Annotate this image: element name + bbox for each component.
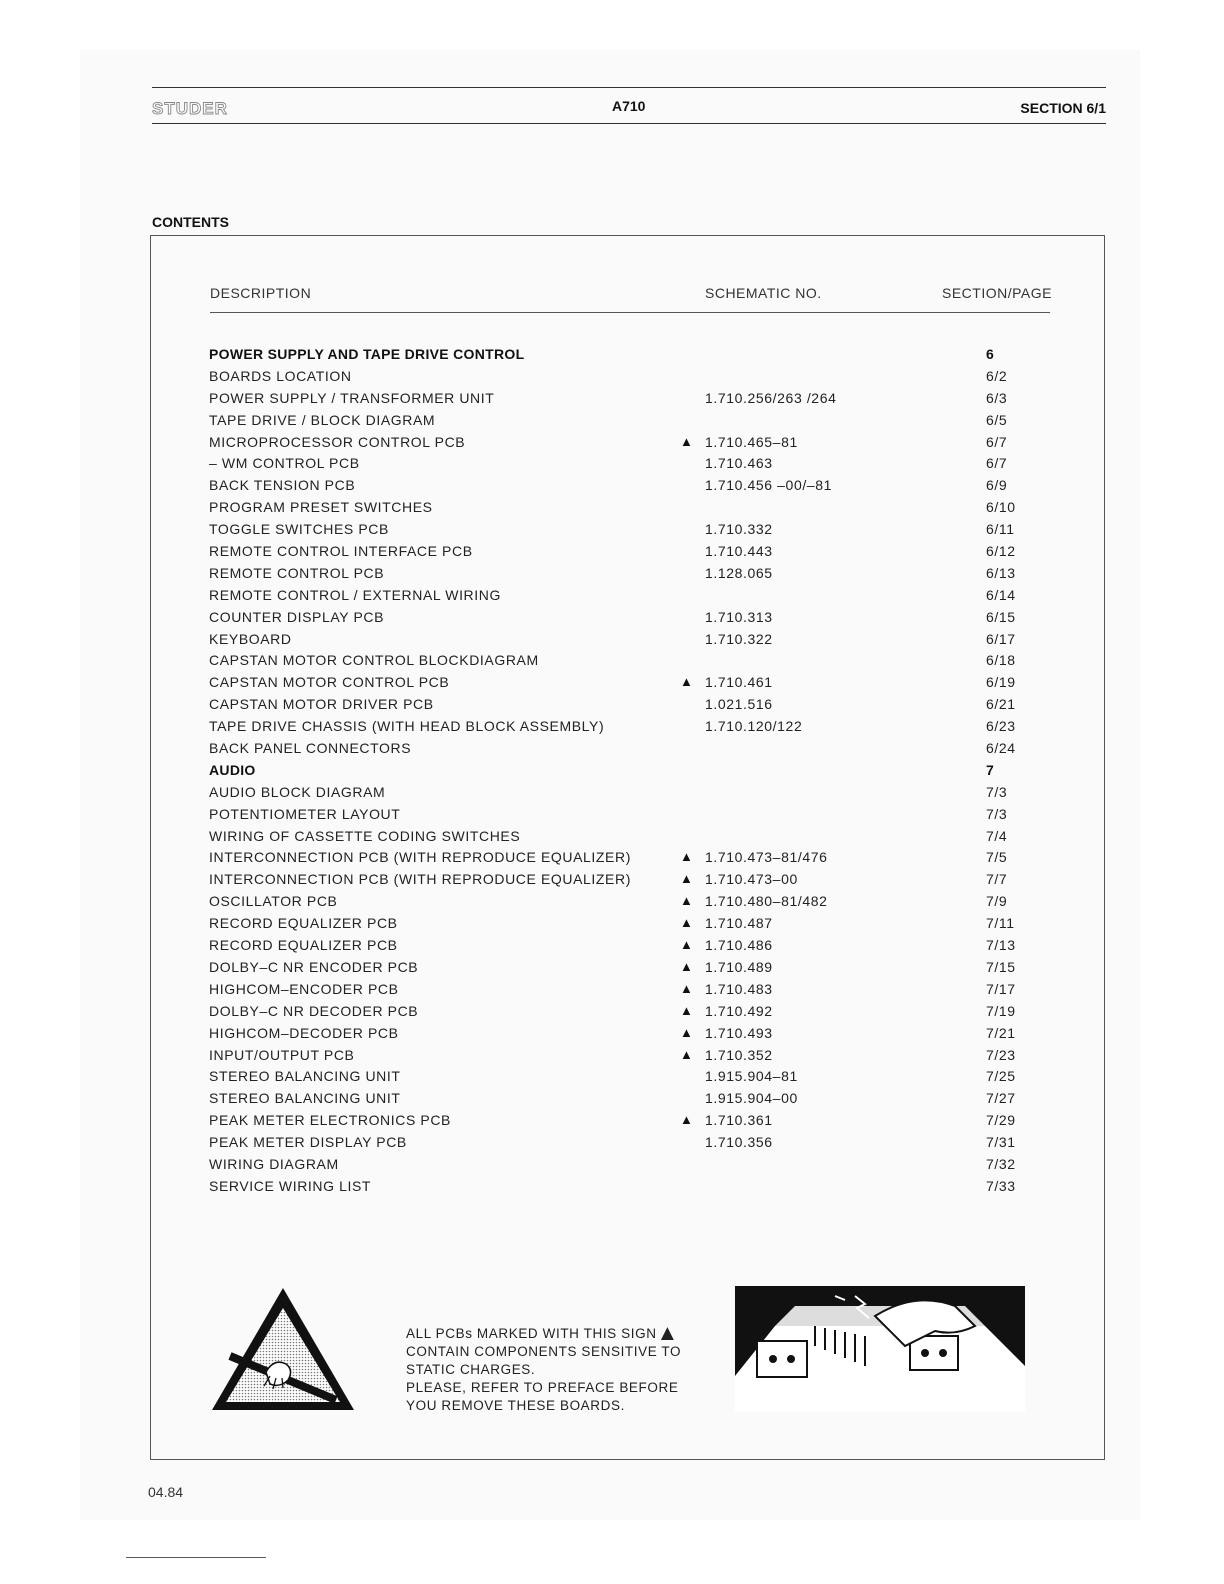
row-section-page: 7/33 <box>986 1177 1016 1194</box>
row-description: DOLBY–C NR ENCODER PCB <box>209 958 419 975</box>
row-schematic-no: 1.710.120/122 <box>705 718 803 735</box>
row-section-page: 7/5 <box>986 849 1008 866</box>
row-schematic-no: 1.710.486 <box>705 937 773 954</box>
table-row <box>0 892 1224 914</box>
footer-date: 04.84 <box>148 1484 184 1500</box>
row-section-page: 7/17 <box>986 980 1016 997</box>
row-section-page: 7/27 <box>986 1090 1016 1107</box>
column-header-rule <box>210 312 1050 313</box>
header-section: SECTION 6/1 <box>1020 100 1106 116</box>
row-description: INTERCONNECTION PCB (WITH REPRODUCE EQUALIZER) <box>209 849 631 866</box>
table-row <box>0 586 1224 608</box>
studer-logo <box>152 98 242 118</box>
row-description: HIGHCOM–ENCODER PCB <box>209 980 399 997</box>
row-description: CAPSTAN MOTOR DRIVER PCB <box>209 696 434 713</box>
table-row <box>0 673 1224 695</box>
row-section-page: 7/31 <box>986 1134 1016 1151</box>
row-schematic-no: 1.710.465–81 <box>705 433 798 450</box>
row-schematic-no: 1.710.322 <box>705 630 773 647</box>
row-description: AUDIO <box>209 761 256 778</box>
static-sensitive-icon: ▲ <box>680 1024 694 1040</box>
table-row <box>0 1089 1224 1111</box>
table-row <box>0 1155 1224 1177</box>
table-row <box>0 1177 1224 1199</box>
row-description: STEREO BALANCING UNIT <box>209 1090 401 1107</box>
row-section-page: 7/25 <box>986 1068 1016 1085</box>
row-description: COUNTER DISPLAY PCB <box>209 608 385 625</box>
row-description: POTENTIOMETER LAYOUT <box>209 805 401 822</box>
row-description: PROGRAM PRESET SWITCHES <box>209 499 433 516</box>
row-section-page: 7/9 <box>986 893 1008 910</box>
header-bottom-rule <box>152 123 1106 124</box>
row-section-page: 6/18 <box>986 652 1016 669</box>
row-schematic-no: 1.915.904–81 <box>705 1068 798 1085</box>
column-schematic: SCHEMATIC NO. <box>705 285 822 301</box>
row-description: PEAK METER DISPLAY PCB <box>209 1134 407 1151</box>
bottom-link-bar <box>126 1557 266 1558</box>
notice-line-2: CONTAIN COMPONENTS SENSITIVE TO <box>406 1344 682 1359</box>
row-section-page: 6/2 <box>986 367 1008 384</box>
table-row <box>0 1111 1224 1133</box>
row-schematic-no: 1.710.473–00 <box>705 871 798 888</box>
row-section-page: 6/5 <box>986 411 1008 428</box>
row-description: TAPE DRIVE / BLOCK DIAGRAM <box>209 411 436 428</box>
row-section-page: 7/11 <box>986 915 1015 932</box>
static-sensitive-icon: ▲ <box>680 915 694 931</box>
row-description: PEAK METER ELECTRONICS PCB <box>209 1112 451 1129</box>
row-schematic-no: 1.710.487 <box>705 915 773 932</box>
row-schematic-no: 1.710.332 <box>705 521 773 538</box>
row-section-page: 7 <box>986 761 995 778</box>
row-section-page: 6/14 <box>986 586 1016 603</box>
row-description: SERVICE WIRING LIST <box>209 1177 372 1194</box>
row-section-page: 6/21 <box>986 696 1016 713</box>
row-description: RECORD EQUALIZER PCB <box>209 915 398 932</box>
row-section-page: 7/7 <box>986 871 1008 888</box>
row-description: INTERCONNECTION PCB (WITH REPRODUCE EQUALIZER) <box>209 871 631 888</box>
row-description: BOARDS LOCATION <box>209 367 352 384</box>
row-description: WIRING DIAGRAM <box>209 1155 339 1172</box>
table-row <box>0 411 1224 433</box>
row-description: CAPSTAN MOTOR CONTROL PCB <box>209 674 450 691</box>
row-schematic-no: 1.710.483 <box>705 980 773 997</box>
row-schematic-no: 1.021.516 <box>705 696 773 713</box>
static-warning-triangle-icon <box>208 1284 358 1414</box>
row-section-page: 6/13 <box>986 564 1016 581</box>
table-row <box>0 827 1224 849</box>
row-section-page: 6/23 <box>986 718 1016 735</box>
static-sensitive-icon: ▲ <box>680 674 694 690</box>
row-section-page: 6/7 <box>986 455 1008 472</box>
table-row <box>0 761 1224 783</box>
static-sensitive-icon: ▲ <box>680 849 694 865</box>
static-sensitive-icon: ▲ <box>680 871 694 887</box>
row-schematic-no: 1.710.461 <box>705 674 773 691</box>
table-row <box>0 630 1224 652</box>
row-section-page: 7/19 <box>986 1002 1016 1019</box>
table-row <box>0 870 1224 892</box>
header-model: A710 <box>612 98 646 114</box>
row-description: MICROPROCESSOR CONTROL PCB <box>209 433 466 450</box>
notice-line-5: YOU REMOVE THESE BOARDS. <box>406 1398 625 1413</box>
static-sensitive-icon: ▲ <box>680 1112 694 1128</box>
static-sensitive-icon: ▲ <box>680 1046 694 1062</box>
table-row <box>0 980 1224 1002</box>
column-description: DESCRIPTION <box>210 285 312 301</box>
row-section-page: 7/29 <box>986 1112 1016 1129</box>
row-section-page: 7/13 <box>986 937 1016 954</box>
table-row <box>0 1024 1224 1046</box>
row-section-page: 6/19 <box>986 674 1016 691</box>
row-section-page: 7/4 <box>986 827 1008 844</box>
row-description: KEYBOARD <box>209 630 292 647</box>
row-schematic-no: 1.710.313 <box>705 608 773 625</box>
static-sensitive-icon: ▲ <box>680 433 694 449</box>
row-description: DOLBY–C NR DECODER PCB <box>209 1002 419 1019</box>
contents-table <box>0 345 1224 1199</box>
row-description: RECORD EQUALIZER PCB <box>209 937 398 954</box>
table-row <box>0 848 1224 870</box>
row-description: REMOTE CONTROL INTERFACE PCB <box>209 543 473 560</box>
row-section-page: 6/9 <box>986 477 1008 494</box>
table-row <box>0 1133 1224 1155</box>
row-description: OSCILLATOR PCB <box>209 893 338 910</box>
header-top-rule <box>152 87 1106 88</box>
row-description: TOGGLE SWITCHES PCB <box>209 521 389 538</box>
row-section-page: 7/3 <box>986 783 1008 800</box>
notice-line-3: STATIC CHARGES. <box>406 1362 536 1377</box>
static-notice <box>406 1320 682 1415</box>
static-sensitive-icon: ▲ <box>680 980 694 996</box>
row-schematic-no: 1.710.361 <box>705 1112 773 1129</box>
row-description: WIRING OF CASSETTE CODING SWITCHES <box>209 827 521 844</box>
row-schematic-no: 1.710.489 <box>705 958 773 975</box>
row-schematic-no: 1.710.456 –00/–81 <box>705 477 832 494</box>
table-row <box>0 345 1224 367</box>
row-schematic-no: 1.128.065 <box>705 564 773 581</box>
row-description: CAPSTAN MOTOR CONTROL BLOCKDIAGRAM <box>209 652 539 669</box>
row-schematic-no: 1.710.480–81/482 <box>705 893 828 910</box>
row-schematic-no: 1.710.256/263 /264 <box>705 389 837 406</box>
row-section-page: 6/11 <box>986 521 1015 538</box>
row-description: BACK PANEL CONNECTORS <box>209 740 412 757</box>
row-schematic-no: 1.710.352 <box>705 1046 773 1063</box>
table-row <box>0 958 1224 980</box>
notice-line-1: ALL PCBs MARKED WITH THIS SIGN <box>406 1326 657 1341</box>
table-row <box>0 476 1224 498</box>
static-sensitive-icon: ▲ <box>680 937 694 953</box>
table-row <box>0 542 1224 564</box>
row-schematic-no: 1.710.463 <box>705 455 773 472</box>
row-description: REMOTE CONTROL / EXTERNAL WIRING <box>209 586 501 603</box>
table-row <box>0 520 1224 542</box>
static-sensitive-icon: ▲ <box>680 958 694 974</box>
row-section-page: 7/23 <box>986 1046 1016 1063</box>
static-sensitive-icon: ▲ <box>680 1002 694 1018</box>
row-schematic-no: 1.710.493 <box>705 1024 773 1041</box>
row-section-page: 6/7 <box>986 433 1008 450</box>
table-row <box>0 564 1224 586</box>
table-row <box>0 739 1224 761</box>
row-description: POWER SUPPLY / TRANSFORMER UNIT <box>209 389 495 406</box>
row-description: POWER SUPPLY AND TAPE DRIVE CONTROL <box>209 346 525 362</box>
table-row <box>0 498 1224 520</box>
row-section-page: 7/21 <box>986 1024 1016 1041</box>
table-row <box>0 914 1224 936</box>
table-row <box>0 651 1224 673</box>
pcb-handling-illustration <box>735 1286 1025 1412</box>
row-schematic-no: 1.710.356 <box>705 1134 773 1151</box>
row-description: AUDIO BLOCK DIAGRAM <box>209 783 386 800</box>
row-schematic-no: 1.710.492 <box>705 1002 773 1019</box>
table-row <box>0 805 1224 827</box>
table-row <box>0 367 1224 389</box>
row-section-page: 6/24 <box>986 740 1016 757</box>
row-schematic-no: 1.710.443 <box>705 543 773 560</box>
row-schematic-no: 1.710.473–81/476 <box>705 849 828 866</box>
row-description: HIGHCOM–DECODER PCB <box>209 1024 399 1041</box>
row-description: STEREO BALANCING UNIT <box>209 1068 401 1085</box>
row-description: INPUT/OUTPUT PCB <box>209 1046 355 1063</box>
table-row <box>0 454 1224 476</box>
table-row <box>0 1046 1224 1068</box>
static-sensitive-icon: ▲ <box>680 893 694 909</box>
table-row <box>0 433 1224 455</box>
row-section-page: 6/12 <box>986 543 1016 560</box>
table-row <box>0 1067 1224 1089</box>
svg-text:STUDER: STUDER <box>152 99 228 118</box>
row-section-page: 6/10 <box>986 499 1016 516</box>
table-row <box>0 695 1224 717</box>
row-section-page: 6/17 <box>986 630 1016 647</box>
row-description: REMOTE CONTROL PCB <box>209 564 385 581</box>
table-row <box>0 717 1224 739</box>
row-section-page: 6 <box>986 346 995 362</box>
notice-line-4: PLEASE, REFER TO PREFACE BEFORE <box>406 1380 679 1395</box>
contents-title: CONTENTS <box>152 214 229 230</box>
column-section-page: SECTION/PAGE <box>942 285 1052 301</box>
row-section-page: 7/32 <box>986 1155 1016 1172</box>
row-description: TAPE DRIVE CHASSIS (WITH HEAD BLOCK ASSEMBLY) <box>209 718 605 735</box>
row-description: BACK TENSION PCB <box>209 477 356 494</box>
table-row <box>0 936 1224 958</box>
table-row <box>0 608 1224 630</box>
row-schematic-no: 1.915.904–00 <box>705 1090 798 1107</box>
row-section-page: 6/15 <box>986 608 1016 625</box>
row-description: – WM CONTROL PCB <box>209 455 360 472</box>
row-section-page: 6/3 <box>986 389 1008 406</box>
row-section-page: 7/3 <box>986 805 1008 822</box>
notice-triangle-icon: ▲ <box>656 1320 679 1345</box>
table-row <box>0 783 1224 805</box>
row-section-page: 7/15 <box>986 958 1016 975</box>
table-row <box>0 1002 1224 1024</box>
table-row <box>0 389 1224 411</box>
